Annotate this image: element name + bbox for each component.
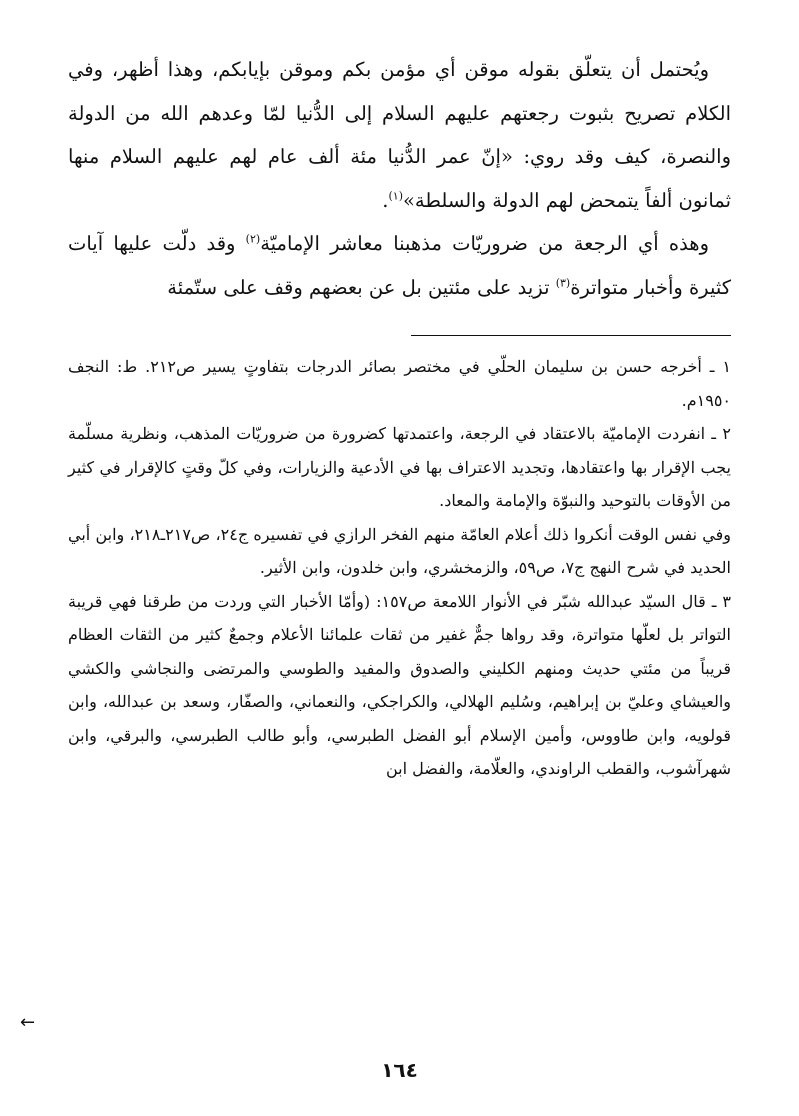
footnotes [68, 350, 731, 786]
footnote-3: ٣ ـ قال السيّد عبدالله شبّر في الأنوار اللامعة ص١٥٧: (وأمّا الأخبار التي وردت من طرقنا فهي قريبة التواتر بل لعلّها متواترة، وقد رواها جمٌّ غفير من ثقات علمائنا الأعلام وجمعٌ كثير من الثقات العظام قريباً من مئتي حديث ومنهم الكليني والصدوق والمفيد والطوسي والمرتضى والنجاشي والكشي والعيشاي وعليّ بن إبراهيم، وسُليم الهلالي، والكراجكي، والنعماني، والصفّار، وسعد بن عبدالله، وابن قولويه، وابن طاووس، وأمين الإسلام أبو الفضل الطبرسي، وأبو طالب الطبرسي، والبرقي، وابن شهرآشوب، والقطب الراوندي، والعلّامة، والفضل ابن [68, 591, 732, 778]
footnote-1: ١ ـ أخرجه حسن بن سليمان الحلّي في مختصر بصائر الدرجات بتفاوتٍ يسير ص٢١٢. ط: النجف ١٩٥٠م. [68, 357, 731, 410]
continuation-arrow-icon: ← [20, 1012, 36, 1033]
main-text [68, 48, 731, 309]
main-paragraph-2-text-b: وقد دلّت عليها آيات كثيرة وأخبار متواترة [68, 232, 731, 299]
footnote-ref-2: (٢) [245, 232, 261, 246]
footnote-ref-3: (٣) [555, 276, 571, 289]
main-paragraph-1-text: ويُحتمل أن يتعلّق بقوله موقن أي مؤمن بكم وموقن بإيابكم، وهذا أظهر، وفي الكلام تصريح بثبوت رجعتهم عليهم السلام إلى الدُّنيا لمّا وعدهم الله من الدولة والنصرة، كيف وقد روي: «إنّ عمر الدُّنيا مئة ألف عام لهم عليهم السلام منها ثمانون ألفاً يتمحض لهم الدولة والسلطة» [68, 58, 731, 212]
footnote-ref-1: (١) [388, 189, 403, 202]
main-paragraph-1-end: . [382, 188, 389, 212]
footnote-2-continuation: وفي نفس الوقت أنكروا ذلك أعلام العامّة منهم الفخر الرازي في تفسيره ج٢٤، ص٢١٧ـ٢١٨، وابن أبي الحديد في شرح النهج ج٧، ص٥٩، والزمخشري، وابن خلدون، وابن الأثير. [68, 524, 732, 577]
main-paragraph-2-text-c: تزيد على مئتين بل عن بعضهم وقف على ستّمئة [167, 275, 556, 299]
footnote-2: ٢ ـ انفردت الإماميّة بالاعتقاد في الرجعة، واعتمدتها كضرورة من ضروريّات المذهب، ونظرية مسلّمة يجب الإقرار بها واعتقادها، وتجديد الاعتراف بها في الأدعية والزيارات، وفي كلّ وقتٍ كالإقرار في كثير من الأوقات بالتوحيد والنبوّة والإمامة والمعاد. [68, 424, 731, 510]
main-paragraph-2 [68, 222, 731, 309]
main-paragraph-2-text-a: وهذه أي الرجعة من ضروريّات مذهبنا معاشر الإماميّة [260, 232, 710, 255]
page-number: ١٦٤ [381, 1058, 418, 1082]
main-paragraph-1 [68, 48, 731, 222]
footnote-separator [411, 335, 731, 336]
book-page [68, 48, 731, 1116]
